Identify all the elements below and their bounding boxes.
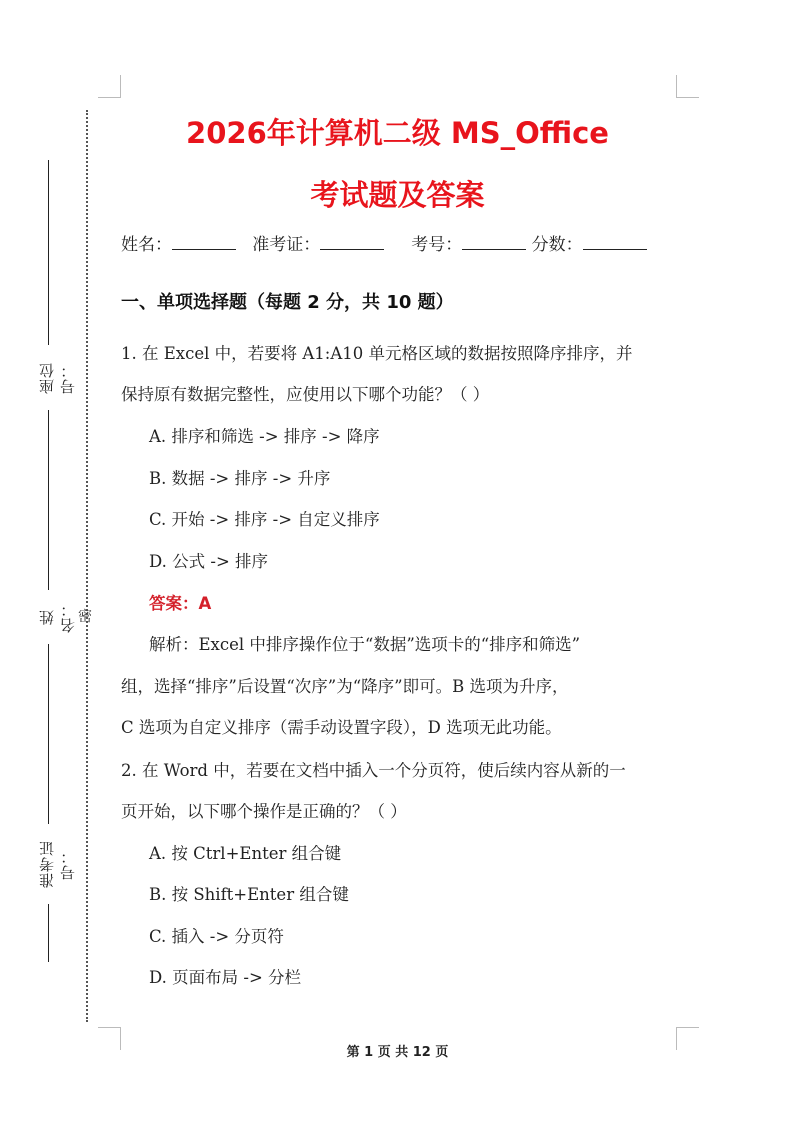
q1-answer: 答案：A [149,594,212,613]
q2-option-d: D. 页面布局 -> 分栏 [149,968,302,987]
q1-analysis-line1: 解析：Excel 中排序操作位于“数据”选项卡的“排序和筛选” [149,635,581,654]
page-footer: 第 1 页 共 12 页 [346,1045,449,1060]
info-score-label: 分数： [531,235,583,255]
name-write-line [48,410,49,590]
q1-stem-line2: 保持原有数据完整性，应使用以下哪个功能？（ ） [121,385,490,404]
info-exam-no-blank [462,235,526,250]
q1-option-b: B. 数据 -> 排序 -> 升序 [149,469,331,488]
corner-mark-top-left [98,75,121,98]
name-label: 姓名： [38,601,77,633]
q2-option-c: C. 插入 -> 分页符 [149,927,284,946]
q2-option-b: B. 按 Shift+Enter 组合键 [149,885,349,904]
corner-mark-top-right [676,75,699,98]
q1-option-c: C. 开始 -> 排序 -> 自定义排序 [149,510,380,529]
exam-id-label: 准考证号： [38,840,77,888]
seal-char: 密 [78,609,92,625]
exam-id-write-line [48,644,49,824]
q1-analysis-line3: C 选项为自定义排序（需手动设置字段），D 选项无此功能。 [121,718,562,737]
page-title: 2026年计算机二级 MS_Office [186,116,609,150]
q1-analysis-line2: 组，选择“排序”后设置“次序”为“降序”即可。B 选项为升序， [121,677,569,696]
q2-stem-line1: 2. 在 Word 中，若要在文档中插入一个分页符，使后续内容从新的一 [121,761,626,780]
binding-dotted-line [86,110,88,1022]
exam-id-write-line-end [48,904,49,962]
q2-stem-line2: 页开始，以下哪个操作是正确的？（ ） [121,802,407,821]
q1-option-d: D. 公式 -> 排序 [149,552,269,571]
info-ticket-blank [320,235,384,250]
seat-number-label: 座位号： [38,362,77,394]
q2-option-a: A. 按 Ctrl+Enter 组合键 [149,844,342,863]
info-score-blank [583,235,647,250]
info-name-label: 姓名： [121,235,172,255]
info-exam-no-label: 考号： [411,235,463,255]
q1-stem-line1: 1. 在 Excel 中，若要将 A1:A10 单元格区域的数据按照降序排序，并 [121,344,633,363]
info-ticket-label: 准考证： [252,235,321,255]
candidate-info-row [121,230,681,255]
info-name-blank [172,235,236,250]
section-heading: 一、单项选择题（每题 2 分，共 10 题） [121,292,454,313]
page-subtitle: 考试题及答案 [310,178,485,212]
q1-option-a: A. 排序和筛选 -> 排序 -> 降序 [149,427,380,446]
